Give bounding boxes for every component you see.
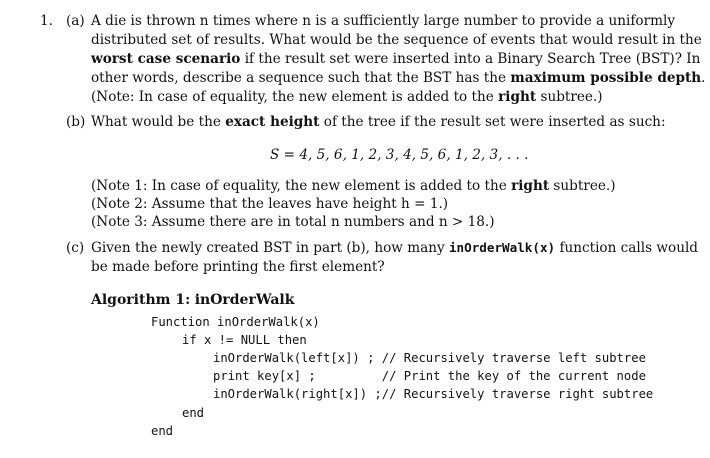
part-c-line-1-pre: Given the newly created BST in part (b), how many [91, 240, 449, 256]
part-a-line-5 [91, 88, 603, 106]
algorithm-title-name: inOrderWalk [194, 292, 295, 308]
algo-end-inner: end [182, 406, 205, 420]
part-b-line-1-post: of the tree if the result set were inserted as such: [319, 114, 666, 130]
question-number: 1. [40, 13, 53, 29]
part-b-note-1-pre: (Note 1: In case of equality, the new element is added to the [91, 178, 512, 194]
part-b-note-3: (Note 3: Assume there are in total n numbers and n > 18.) [91, 214, 495, 230]
part-b-label: (b) [66, 114, 86, 130]
part-c-label: (c) [66, 240, 85, 256]
part-a-line-4-pre: other words, describe a sequence such that the BST has the [91, 70, 511, 86]
worst-case-emphasis: worst case scenario [91, 51, 241, 67]
part-a-line-3 [91, 50, 700, 68]
inorderwalk-code: inOrderWalk(x) [448, 240, 556, 255]
part-a-line-4 [91, 69, 705, 87]
part-a-line-4-post: . [701, 70, 706, 86]
part-b-note-1-post: subtree.) [549, 178, 616, 194]
part-c-line-1-post: function calls would [555, 240, 699, 256]
algo-stmt-3: inOrderWalk(right[x]) ;// Recursively traverse right subtree [213, 387, 654, 401]
algo-if-line: if x != NULL then [182, 333, 307, 347]
part-a-line-2: distributed set of results. What would be the sequence of events that would result in the [91, 32, 702, 48]
algo-stmt-2: print key[x] ; // Print the key of the current node [213, 369, 646, 383]
part-a-label: (a) [66, 13, 85, 29]
part-a-line-3-post: if the result set were inserted into a Binary Search Tree (BST)? In [240, 51, 701, 67]
max-depth-emphasis: maximum possible depth [510, 70, 702, 86]
part-c-line-1 [91, 239, 698, 257]
part-a-line-5-post: subtree.) [536, 89, 603, 105]
sequence-formula: S = 4, 5, 6, 1, 2, 3, 4, 5, 6, 1, 2, 3, . . . [270, 147, 529, 163]
right-emphasis-a: right [498, 89, 537, 105]
algorithm-title-prefix: Algorithm 1: [91, 292, 191, 308]
part-b-line-1 [91, 113, 666, 131]
right-emphasis-b: right [511, 178, 550, 194]
algo-end-outer: end [151, 424, 174, 438]
part-c-line-2: be made before printing the first element? [91, 259, 385, 275]
part-a-line-5-pre: (Note: In case of equality, the new element is added to the [91, 89, 499, 105]
algo-function-line: Function inOrderWalk(x) [151, 315, 320, 329]
part-b-line-1-pre: What would be the [91, 114, 226, 130]
part-a-line-1: A die is thrown n times where n is a sufficiently large number to provide a uniformly [91, 13, 676, 29]
part-b-note-1 [91, 177, 616, 195]
part-b-note-2: (Note 2: Assume that the leaves have height h = 1.) [91, 196, 449, 212]
exact-height-emphasis: exact height [225, 114, 320, 130]
algo-stmt-1: inOrderWalk(left[x]) ; // Recursively traverse left subtree [213, 351, 646, 365]
algorithm-title [91, 291, 294, 309]
